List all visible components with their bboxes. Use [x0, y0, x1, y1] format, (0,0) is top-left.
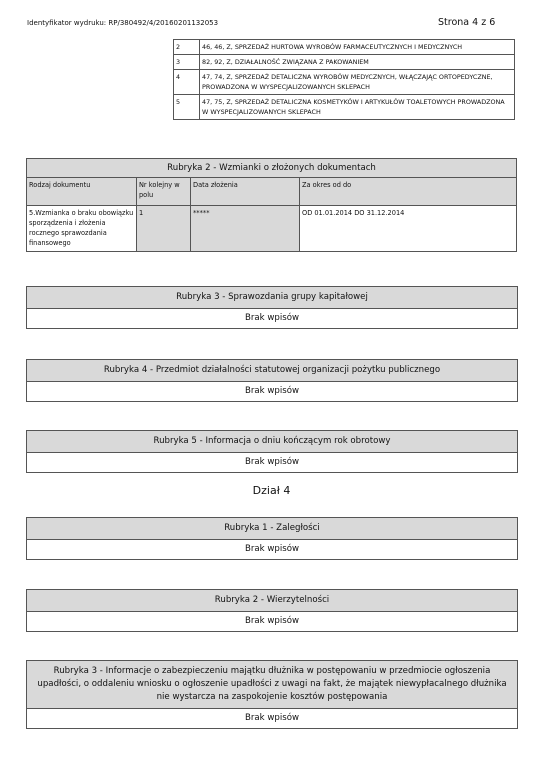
section-title: Rubryka 5 - Informacja o dniu kończącym rok obrotowy	[27, 431, 517, 453]
table-row	[174, 55, 515, 70]
filing-date: *****	[191, 206, 300, 252]
column-header: Data złożenia	[191, 178, 300, 206]
table-row	[174, 40, 515, 55]
section-title: Rubryka 3 - Informacje o zabezpieczeniu majątku dłużnika w postępowaniu w przedmiocie ogłoszenia upadłości, o oddaleniu wniosku o ogłoszenie upadłości z uwagi na fakt, że majątek niewypłacalnego dłużnika nie wystarcza na zaspokojenie kosztów postępowania	[27, 661, 517, 709]
dzial-4-rubryka-2-section	[26, 589, 518, 632]
section-title: Rubryka 1 - Zaległości	[27, 518, 517, 540]
period: OD 01.01.2014 DO 31.12.2014	[300, 206, 517, 252]
activity-number: 4	[174, 70, 200, 95]
activities-table	[173, 39, 515, 120]
section-body: Brak wpisów	[244, 616, 300, 626]
column-header: Rodzaj dokumentu	[27, 178, 137, 206]
section-body: Brak wpisów	[244, 544, 300, 554]
section-title: Rubryka 4 - Przedmiot działalności statutowej organizacji pożytku publicznego	[27, 360, 517, 382]
section-title: Rubryka 2 - Wierzytelności	[27, 590, 517, 612]
activity-text: 82, 92, Z, DZIAŁALNOŚĆ ZWIĄZANA Z PAKOWANIEM	[200, 55, 515, 70]
column-header: Nr kolejny w polu	[137, 178, 191, 206]
table-header-row	[27, 178, 517, 206]
table-row	[27, 206, 517, 252]
activity-text: 47, 74, Z, SPRZEDAŻ DETALICZNA WYROBÓW MEDYCZNYCH, WŁĄCZAJĄC ORTOPEDYCZNE, PROWADZONA W WYSPECJALIZOWANYCH SKLEPACH	[200, 70, 515, 95]
dzial-4-rubryka-3-section	[26, 660, 518, 729]
section-body: Brak wpisów	[244, 313, 300, 323]
section-body: Brak wpisów	[244, 386, 300, 396]
rubryka-3-section	[26, 286, 518, 329]
section-heading: Dział 4	[252, 484, 291, 497]
rubryka-2-title: Rubryka 2 - Wzmianki o złożonych dokumentach	[27, 159, 517, 178]
column-header: Za okres od do	[300, 178, 517, 206]
section-body: Brak wpisów	[244, 457, 300, 467]
rubryka-2-table	[26, 158, 517, 252]
activity-text: 47, 75, Z, SPRZEDAŻ DETALICZNA KOSMETYKÓW I ARTYKUŁÓW TOALETOWYCH PROWADZONA W WYSPECJALIZOWANYCH SKLEPACH	[200, 95, 515, 120]
table-row	[174, 70, 515, 95]
table-row	[174, 95, 515, 120]
section-title: Rubryka 3 - Sprawozdania grupy kapitałowej	[27, 287, 517, 309]
rubryka-5-section	[26, 430, 518, 473]
print-identifier: Identyfikator wydruku: RP/380492/4/20160201132053	[27, 19, 219, 27]
activity-number: 3	[174, 55, 200, 70]
activity-text: 46, 46, Z, SPRZEDAŻ HURTOWA WYROBÓW FARMACEUTYCZNYCH I MEDYCZNYCH	[200, 40, 515, 55]
rubryka-4-section	[26, 359, 518, 402]
page-number: Strona 4 z 6	[438, 17, 496, 28]
section-body: Brak wpisów	[244, 713, 300, 723]
document-type: 5.Wzmianka o braku obowiązku sporządzenia i złożenia rocznego sprawozdania finansowego	[27, 206, 137, 252]
activity-number: 5	[174, 95, 200, 120]
dzial-4-rubryka-1-section	[26, 517, 518, 560]
sequence-number: 1	[137, 206, 191, 252]
activity-number: 2	[174, 40, 200, 55]
